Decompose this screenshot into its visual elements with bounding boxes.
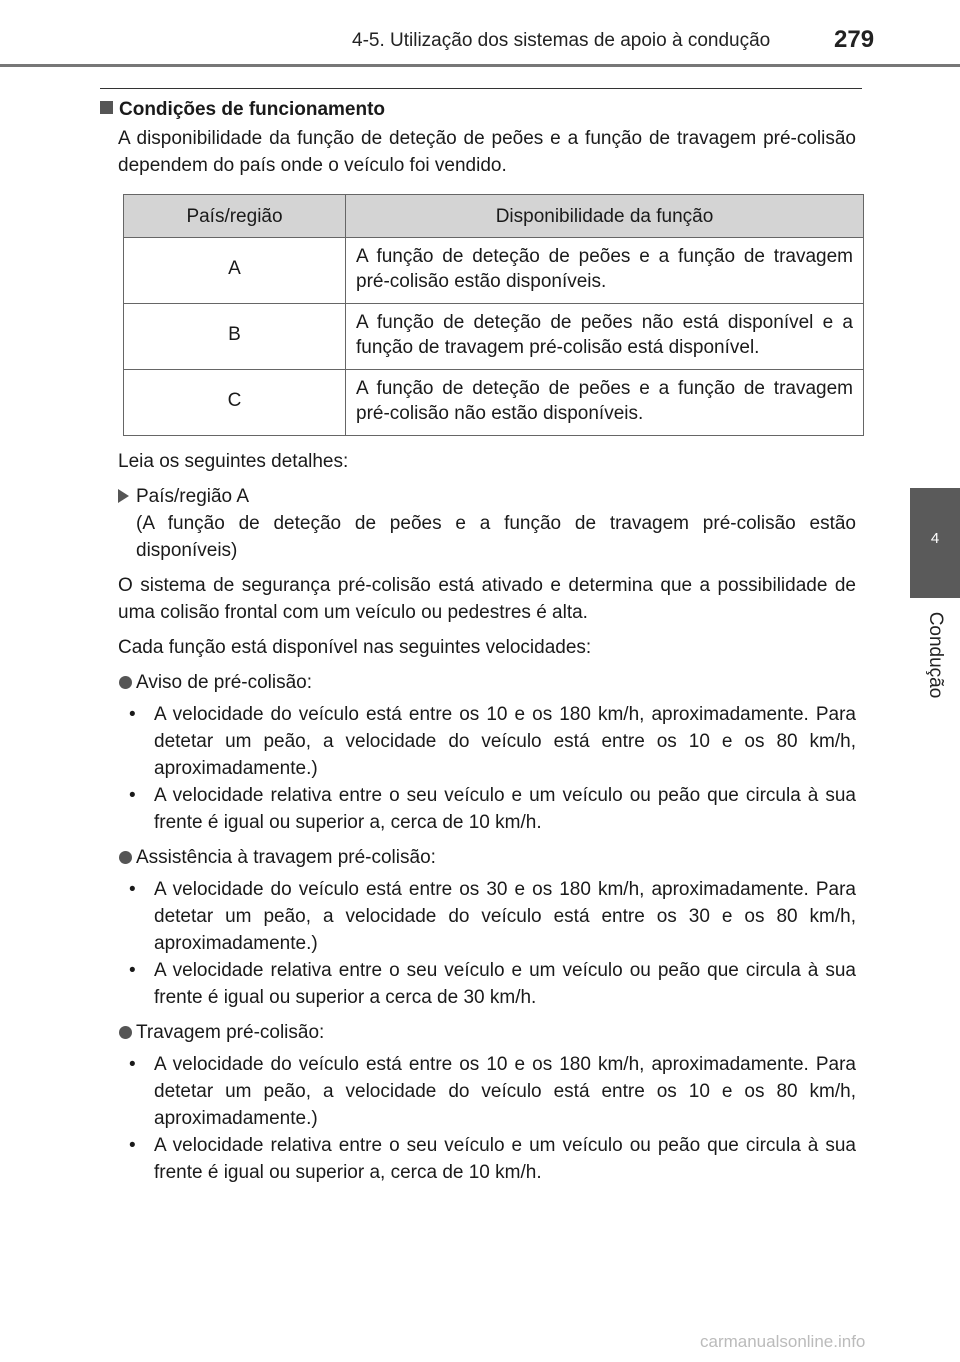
table-cell-region: C	[124, 370, 346, 436]
chapter-tab	[910, 488, 960, 598]
header-rule	[0, 64, 960, 67]
section-heading-text: Condições de funcionamento	[119, 99, 386, 120]
table-cell-availability: A função de deteção de peões e a função de travagem pré-colisão estão disponíveis.	[346, 238, 864, 304]
list-item	[100, 701, 856, 782]
header-title: 4-5. Utilização dos sistemas de apoio à condução	[352, 30, 771, 51]
function-item	[100, 1019, 856, 1046]
function-title: Aviso de pré-colisão:	[136, 672, 313, 693]
square-bullet-icon	[100, 101, 113, 114]
region-item	[100, 483, 856, 564]
function-item	[100, 844, 856, 871]
details-lead: Leia os seguintes detalhes:	[118, 451, 349, 472]
table-header-availability: Disponibilidade da função	[346, 195, 864, 238]
region-item-note: (A função de deteção de peões e a função de travagem pré-colisão estão disponíveis)	[136, 513, 856, 561]
bullet-icon: •	[129, 960, 136, 981]
section-intro: A disponibilidade da função de deteção de peões e a função de travagem pré-colisão dependem do país onde o veículo foi vendido.	[118, 128, 856, 176]
bullet-icon: •	[129, 1135, 136, 1156]
circle-bullet-icon	[119, 851, 132, 864]
system-text: O sistema de segurança pré-colisão está ativado e determina que a possibilidade de uma colisão frontal com um veículo ou pedestres é alta.	[118, 575, 856, 623]
bullet-icon: •	[129, 704, 136, 725]
page-content	[100, 96, 856, 1186]
list-item-text: A velocidade relativa entre o seu veículo e um veículo ou peão que circula à sua frente é igual ou superior a, cerca de 10 km/h.	[154, 785, 856, 833]
list-item	[100, 782, 856, 836]
table-cell-availability: A função de deteção de peões e a função de travagem pré-colisão não estão disponíveis.	[346, 370, 864, 436]
list-item-text: A velocidade do veículo está entre os 10 e os 180 km/h, aproximadamente. Para detetar um peão, a velocidade do veículo está entre os 10 e os 80 km/h, aproximadamente.)	[154, 1054, 856, 1129]
function-item	[100, 669, 856, 696]
list-item	[100, 1051, 856, 1132]
bullet-icon: •	[129, 879, 136, 900]
function-title: Travagem pré-colisão:	[136, 1022, 325, 1043]
table-row	[124, 370, 864, 436]
list-item-text: A velocidade do veículo está entre os 10 e os 180 km/h, aproximadamente. Para detetar um peão, a velocidade do veículo está entre os 10 e os 80 km/h, aproximadamente.)	[154, 704, 856, 779]
chapter-label: Condução	[925, 611, 946, 699]
watermark: carmanualsonline.info	[700, 1332, 866, 1351]
region-item-title: País/região A	[136, 486, 250, 507]
list-item	[100, 957, 856, 1011]
table-row	[124, 238, 864, 304]
list-item	[100, 1132, 856, 1186]
section-heading	[100, 96, 856, 123]
table-row	[124, 304, 864, 370]
table-header-region: País/região	[124, 195, 346, 238]
table-cell-region: A	[124, 238, 346, 304]
triangle-arrow-icon	[118, 489, 129, 503]
page-number: 279	[834, 26, 875, 53]
table-header-row	[124, 195, 864, 238]
list-item-text: A velocidade do veículo está entre os 30 e os 180 km/h, aproximadamente. Para detetar um peão, a velocidade do veículo está entre os 30 e os 80 km/h, aproximadamente.)	[154, 879, 856, 954]
bullet-icon: •	[129, 785, 136, 806]
list-item	[100, 876, 856, 957]
table-cell-region: B	[124, 304, 346, 370]
section-rule	[100, 88, 862, 89]
circle-bullet-icon	[119, 1026, 132, 1039]
table-cell-availability: A função de deteção de peões não está disponível e a função de travagem pré-colisão está disponível.	[346, 304, 864, 370]
function-title: Assistência à travagem pré-colisão:	[136, 847, 436, 868]
circle-bullet-icon	[119, 676, 132, 689]
speeds-lead: Cada função está disponível nas seguintes velocidades:	[118, 637, 592, 658]
function-bullets	[100, 1051, 856, 1186]
function-bullets	[100, 876, 856, 1011]
chapter-number: 4	[930, 530, 940, 547]
availability-table	[123, 194, 864, 436]
list-item-text: A velocidade relativa entre o seu veículo e um veículo ou peão que circula à sua frente é igual ou superior a, cerca de 10 km/h.	[154, 1135, 856, 1183]
list-item-text: A velocidade relativa entre o seu veículo e um veículo ou peão que circula à sua frente é igual ou superior a cerca de 30 km/h.	[154, 960, 856, 1008]
function-bullets	[100, 701, 856, 836]
bullet-icon: •	[129, 1054, 136, 1075]
